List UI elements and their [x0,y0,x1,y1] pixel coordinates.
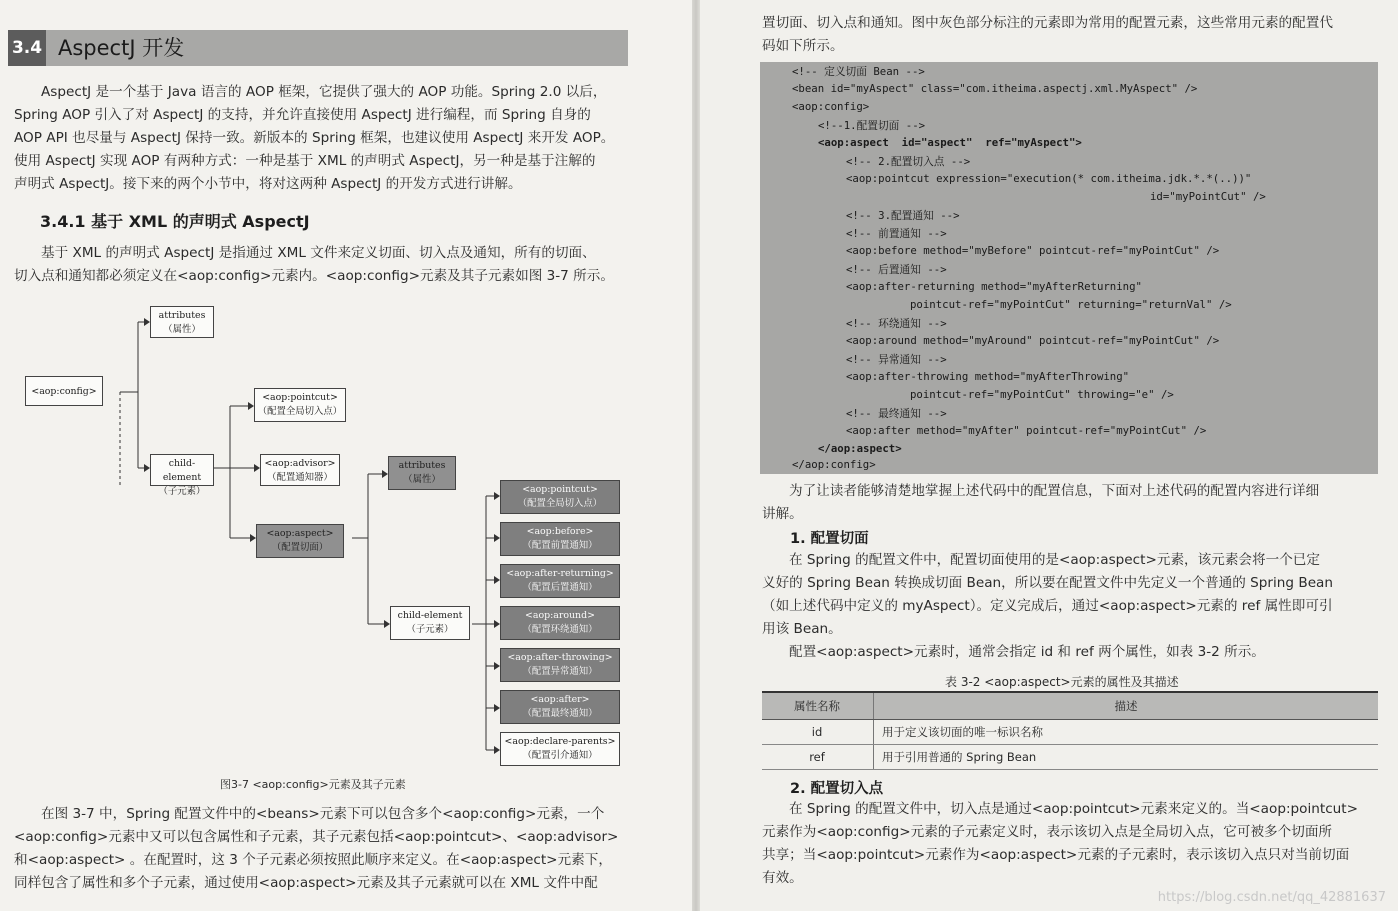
code-line: <aop:config> [792,100,870,113]
table-cell: 用于引用普通的 Spring Bean [874,745,1379,770]
text-line: 配置<aop:aspect>元素时，通常会指定 id 和 ref 两个属性，如表 3-2 所示。 [789,644,1265,660]
table-row [762,745,1378,770]
table-header: 描述 [874,692,1379,720]
subsection-paragraph [14,242,630,288]
right-top-paragraph [762,12,1378,58]
section-header [8,30,628,66]
section-title: AspectJ 开发 [58,36,185,60]
code-line: <!-- 最终通知 --> [846,407,947,420]
code-line: pointcut-ref="myPointCut" returning="returnVal" /> [910,298,1232,311]
child-element-node: child-element （子元素） [150,454,214,486]
text-line: AOP API 也尽量与 AspectJ 保持一致。新版本的 Spring 框架，也建议使用 AspectJ 来开发 AOP。 [14,130,615,146]
text-line: 讲解。 [762,506,803,522]
declare-parents-node: <aop:declare-parents> （配置引介通知） [500,732,620,766]
subsection-title: 3.4.1 基于 XML 的声明式 AspectJ [40,212,310,231]
aop-config-node: <aop:config> [25,376,103,406]
code-line: </aop:config> [792,458,876,471]
text-line: 切入点和通知都必须定义在<aop:config>元素内。<aop:config>元素及其子元素如图 3-7 所示。 [14,268,614,284]
explain-paragraph [762,480,1378,526]
pointcut-child-node: <aop:pointcut> （配置全局切入点） [500,480,620,514]
figure-caption: 图3-7 <aop:config>元素及其子元素 [220,778,406,791]
code-line: <aop:after method="myAfter" pointcut-ref="myPointCut" /> [846,424,1207,437]
code-line: <aop:after-throwing method="myAfterThrowing" [846,370,1130,383]
heading-configure-pointcut: 2. 配置切入点 [790,781,884,797]
code-line: <!-- 2.配置切入点 --> [846,155,971,168]
code-line: pointcut-ref="myPointCut" throwing="e" /> [910,388,1174,401]
code-block [760,62,1378,474]
pointcut-paragraph [762,798,1378,890]
text-line: 码如下所示。 [762,38,844,54]
code-line: <!-- 环绕通知 --> [846,317,947,330]
text-line: 在图 3-7 中，Spring 配置文件中的<beans>元素下可以包含多个<aop:config>元素，一个 [41,806,605,822]
code-line: <!--1.配置切面 --> [818,119,926,132]
text-line: 置切面、切入点和通知。图中灰色部分标注的元素即为常用的配置元素，这些常用元素的配置代 [762,15,1333,31]
text-line: AspectJ 是一个基于 Java 语言的 AOP 框架，它提供了强大的 AOP 功能。Spring 2.0 以后， [41,84,607,100]
text-line: 声明式 AspectJ。接下来的两个小节中，将对这两种 AspectJ 的开发方式进行讲解。 [14,176,522,192]
code-line: <aop:before method="myBefore" pointcut-ref="myPointCut" /> [846,244,1220,257]
intro-paragraph [14,81,630,196]
text-line: 在 Spring 的配置文件中，切入点是通过<aop:pointcut>元素来定义的。当<aop:pointcut> [789,801,1359,817]
table-caption: 表 3-2 <aop:aspect>元素的属性及其描述 [945,675,1179,689]
text-line: 为了让读者能够清楚地掌握上述代码中的配置信息，下面对上述代码的配置内容进行详细 [789,483,1320,499]
left-page [0,0,692,911]
text-line: 共享；当<aop:pointcut>元素作为<aop:aspect>元素的子元素时，表示该切入点只对当前切面 [762,847,1350,863]
after-throwing-node: <aop:after-throwing> （配置异常通知） [500,648,620,682]
table-cell: ref [762,745,874,770]
text-line: Spring AOP 引入了对 AspectJ 的支持，并允许直接使用 AspectJ 进行编程，而 Spring 自身的 [14,107,591,123]
code-line: <aop:around method="myAround" pointcut-ref="myPointCut" /> [846,334,1220,347]
table-header-row [762,692,1378,720]
code-line: <!-- 异常通知 --> [846,353,947,366]
code-line: <!-- 定义切面 Bean --> [792,65,925,78]
bottom-paragraph [14,803,630,895]
attributes-node: attributes （属性） [150,306,214,338]
text-line: （如上述代码中定义的 myAspect）。定义完成后，通过<aop:aspect>元素的 ref 属性即可引 [762,598,1333,614]
text-line: 用该 Bean。 [762,621,842,637]
text-line: 同样包含了属性和多个子元素，通过使用<aop:aspect>元素及其子元素就可以在 XML 文件中配 [14,875,598,891]
aspect-child-element-node: child-element （子元素） [390,606,470,640]
section-number: 3.4 [8,30,46,66]
text-line: 使用 AspectJ 实现 AOP 有两种方式：一种是基于 XML 的声明式 AspectJ，另一种是基于注解的 [14,153,596,169]
text-line: 义好的 Spring Bean 转换成切面 Bean，所以要在配置文件中先定义一个普通的 Spring Bean [762,575,1334,591]
watermark: https://blog.csdn.net/qq_42881637 [1157,890,1386,905]
aspect-attributes-node: attributes （属性） [388,456,456,490]
text-line: 元素作为<aop:config>元素的子元素定义时，表示该切入点是全局切入点，它可被多个切面所 [762,824,1333,840]
text-line: 在 Spring 的配置文件中，配置切面使用的是<aop:aspect>元素，该元素会将一个已定 [789,552,1320,568]
code-line: <!-- 前置通知 --> [846,227,947,240]
text-line: <aop:config>元素中又可以包含属性和子元素，其子元素包括<aop:pointcut>、<aop:advisor> [14,829,619,845]
global-pointcut-node: <aop:pointcut> （配置全局切入点） [254,388,346,422]
code-line: <aop:aspect id="aspect" ref="myAspect"> [818,136,1082,149]
code-line: <!-- 后置通知 --> [846,263,947,276]
around-node: <aop:around> （配置环绕通知） [500,606,620,640]
code-line: <!-- 3.配置通知 --> [846,209,960,222]
code-line: <aop:pointcut expression="execution(* com.itheima.jdk.*.*(..))" [846,172,1252,185]
after-returning-node: <aop:after-returning> （配置后置通知） [500,564,620,598]
table-cell: 用于定义该切面的唯一标识名称 [874,720,1379,745]
code-line: <bean id="myAspect" class="com.itheima.aspectj.xml.MyAspect" /> [792,82,1198,95]
aspect-paragraph [762,549,1378,664]
after-node: <aop:after> （配置最终通知） [500,690,620,724]
heading-configure-aspect: 1. 配置切面 [790,531,869,547]
text-line: 基于 XML 的声明式 AspectJ 是指通过 XML 文件来定义切面、切入点及通知，所有的切面、 [41,245,596,261]
aop-config-diagram [18,298,638,768]
aspect-node: <aop:aspect> （配置切面） [256,524,344,558]
code-line: <aop:after-returning method="myAfterReturning" [846,280,1142,293]
table-cell: id [762,720,874,745]
table-header: 属性名称 [762,692,874,720]
before-node: <aop:before> （配置前置通知） [500,522,620,556]
text-line: 和<aop:aspect> 。在配置时，这 3 个子元素必须按照此顺序来定义。在<aop:aspect>元素下， [14,852,612,868]
book-gutter [692,0,700,911]
code-line: id="myPointCut" /> [1150,190,1266,203]
advisor-node: <aop:advisor> （配置通知器） [260,454,340,486]
table-row [762,720,1378,745]
text-line: 有效。 [762,870,803,886]
aspect-attributes-table [762,691,1378,770]
code-line: </aop:aspect> [818,442,902,455]
